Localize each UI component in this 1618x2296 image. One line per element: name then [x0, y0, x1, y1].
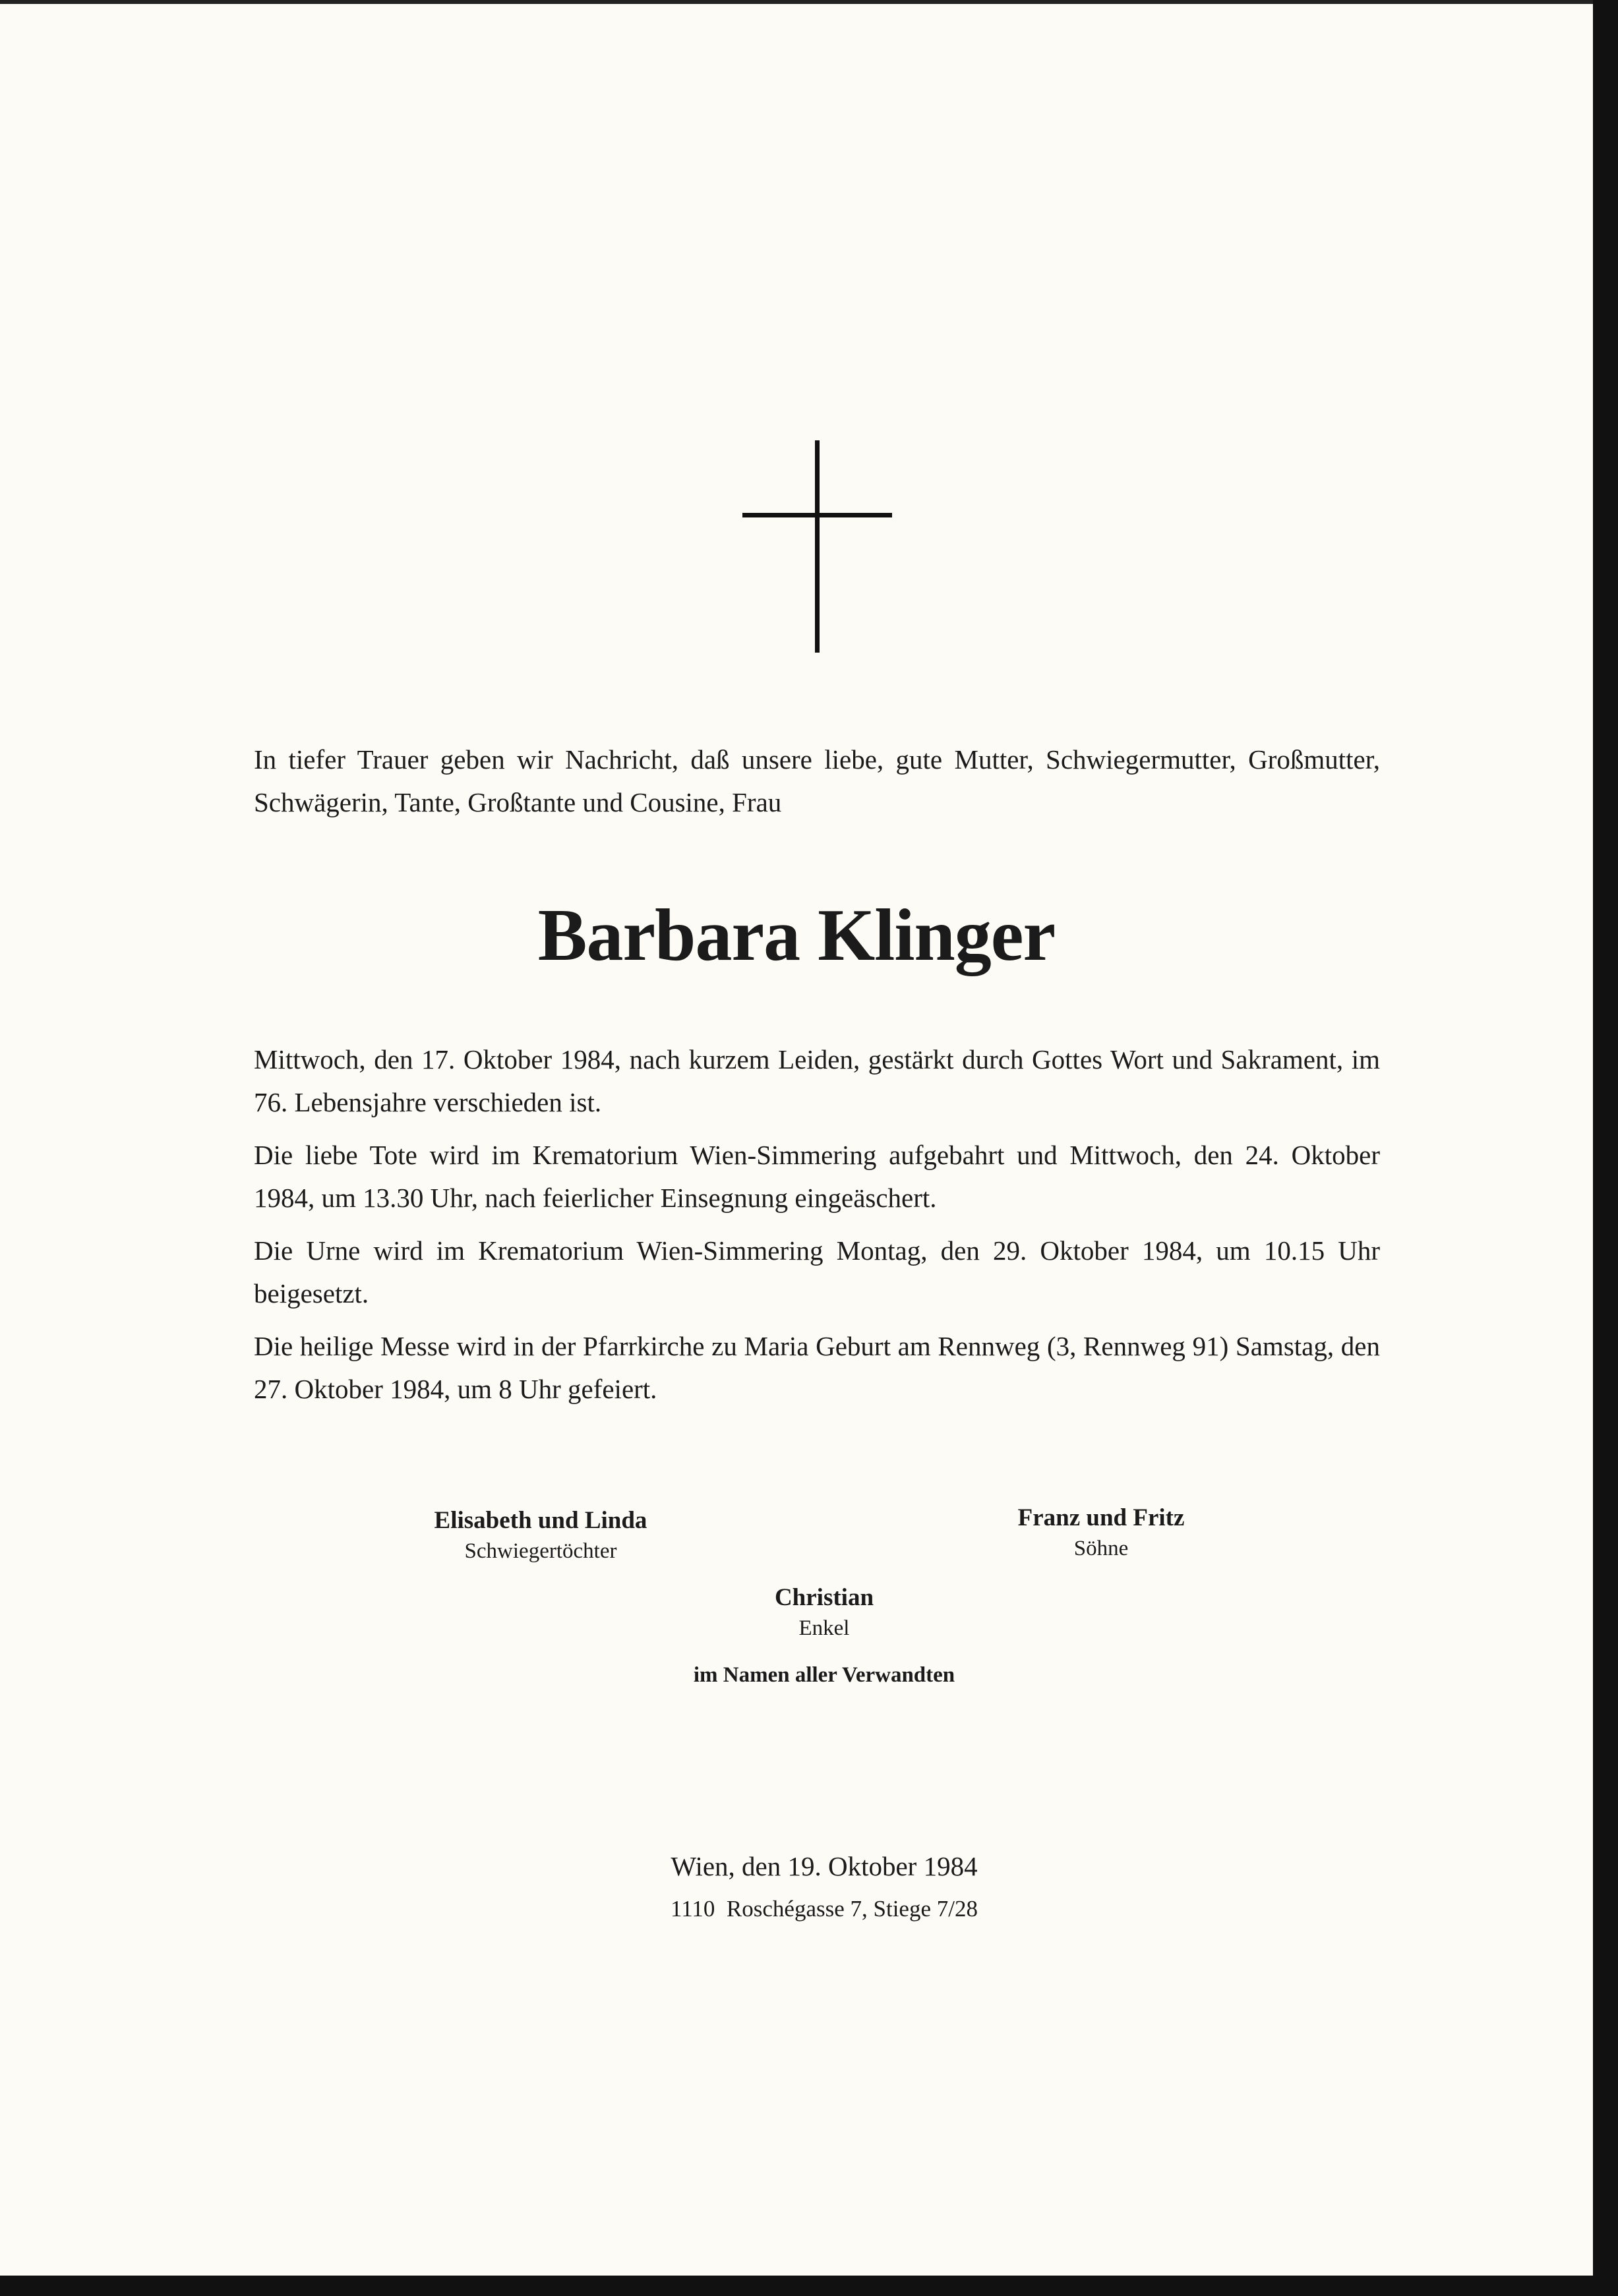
family-line: im Namen aller Verwandten	[693, 1663, 955, 1687]
cross-vertical-bar	[815, 440, 820, 653]
funeral-paragraph: Die liebe Tote wird im Krematorium Wien-Simmering aufgebahrt und Mittwoch, den 24. Oktober 1984, um 13.30 Uhr, nach feierlicher Einsegnung eingeäschert.	[254, 1140, 1380, 1213]
mourner-role: Enkel	[798, 1616, 850, 1640]
address: 1110 Roschégasse 7, Stiege 7/28	[671, 1896, 978, 1922]
scan-border-bottom	[0, 2276, 1618, 2296]
mass-paragraph: Die heilige Messe wird in der Pfarrkirche zu Maria Geburt am Rennweg (3, Rennweg 91) Samstag, den 27. Oktober 1984, um 8 Uhr gefeiert.	[254, 1331, 1380, 1404]
mourner-role: Söhne	[1073, 1537, 1129, 1560]
scan-border-right	[1593, 0, 1618, 2296]
mourner-name: Christian	[774, 1584, 874, 1611]
death-paragraph: Mittwoch, den 17. Oktober 1984, nach kurzem Leiden, gestärkt durch Gottes Wort und Sakrament, im 76. Lebensjahre verschieden ist.	[254, 1044, 1380, 1117]
mourner-name: Elisabeth und Linda	[434, 1507, 647, 1534]
mourner-name: Franz und Fritz	[1017, 1504, 1185, 1531]
place-date: Wien, den 19. Oktober 1984	[671, 1851, 978, 1881]
urn-paragraph: Die Urne wird im Krematorium Wien-Simmering Montag, den 29. Oktober 1984, um 10.15 Uhr beigesetzt.	[254, 1235, 1380, 1309]
deceased-name: Barbara Klinger	[537, 895, 1056, 976]
intro-text: In tiefer Trauer geben wir Nachricht, daß unsere liebe, gute Mutter, Schwiegermutter, Großmutter, Schwägerin, Tante, Großtante und Cousine, Frau	[254, 744, 1380, 817]
mourner-role: Schwiegertöchter	[464, 1539, 617, 1563]
scan-border-top	[0, 0, 1618, 4]
cross-horizontal-bar	[742, 513, 892, 517]
